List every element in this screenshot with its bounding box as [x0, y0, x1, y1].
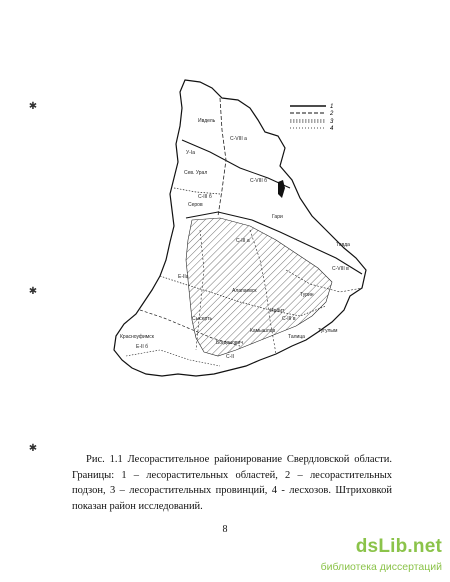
- region-label: С-III а: [236, 238, 250, 244]
- place-label: Сев. Урал: [184, 170, 208, 176]
- map-legend: [290, 104, 334, 132]
- legend-number: 2: [330, 111, 334, 117]
- region-label: С-VIII в: [332, 266, 349, 272]
- study-area-hatching: [186, 218, 332, 356]
- figure-caption: [72, 452, 392, 514]
- region-label: У-Iа: [186, 150, 196, 156]
- place-label: Богданович: [216, 340, 243, 346]
- region-label: С-VIII б: [250, 178, 268, 184]
- region-label: Е-II б: [136, 344, 149, 350]
- logo-ds: ds: [355, 536, 379, 557]
- logo-lib: Lib: [378, 536, 408, 557]
- page-number: 8: [222, 524, 228, 535]
- watermark[interactable]: [282, 536, 442, 578]
- place-label: Сысерть: [192, 316, 213, 322]
- legend-number: 3: [330, 119, 334, 125]
- margin-mark: ✱: [28, 286, 38, 297]
- lake: [278, 180, 285, 198]
- boundary-line: [174, 188, 220, 194]
- place-label: Турин: [300, 292, 314, 298]
- place-label: Ирбит: [270, 308, 285, 314]
- place-label: Алапаевск: [232, 288, 257, 294]
- region-label: С-III б: [198, 194, 212, 200]
- watermark-subtitle: библиотека диссертаций: [320, 561, 442, 573]
- place-label: Тугулым: [318, 328, 338, 334]
- margin-mark: ✱: [28, 101, 38, 112]
- region-label: С-VIII а: [230, 136, 247, 142]
- boundary-line: [182, 140, 290, 188]
- logo-net: .net: [407, 536, 442, 557]
- margin-mark: ✱: [28, 443, 38, 454]
- map-svg: [100, 70, 390, 390]
- place-label: Тавда: [336, 242, 350, 248]
- region-label: Е-IIа: [178, 274, 189, 280]
- forest-zoning-map: [100, 70, 390, 390]
- place-label: Камышлов: [250, 328, 276, 334]
- place-label: Серов: [188, 202, 203, 208]
- legend-number: 1: [330, 104, 334, 110]
- place-label: Гари: [272, 214, 283, 220]
- legend-number: 4: [330, 126, 334, 132]
- place-label: Красноуфимск: [120, 334, 154, 340]
- place-label: Талица: [288, 334, 305, 340]
- watermark-logo: [356, 536, 442, 558]
- region-label: С-III в: [282, 316, 296, 322]
- caption-text: Рис. 1.1 Лесорастительное районирование Свердловской области. Границы: 1 – лесорастительных областей, 2 – лесорастительных подзон, 3 – лесорастительных провинций, 4 - лесхозов. Штриховкой показан район исследований.: [72, 454, 392, 512]
- region-label: С-II: [226, 354, 235, 360]
- place-label: Ивдель: [198, 118, 216, 124]
